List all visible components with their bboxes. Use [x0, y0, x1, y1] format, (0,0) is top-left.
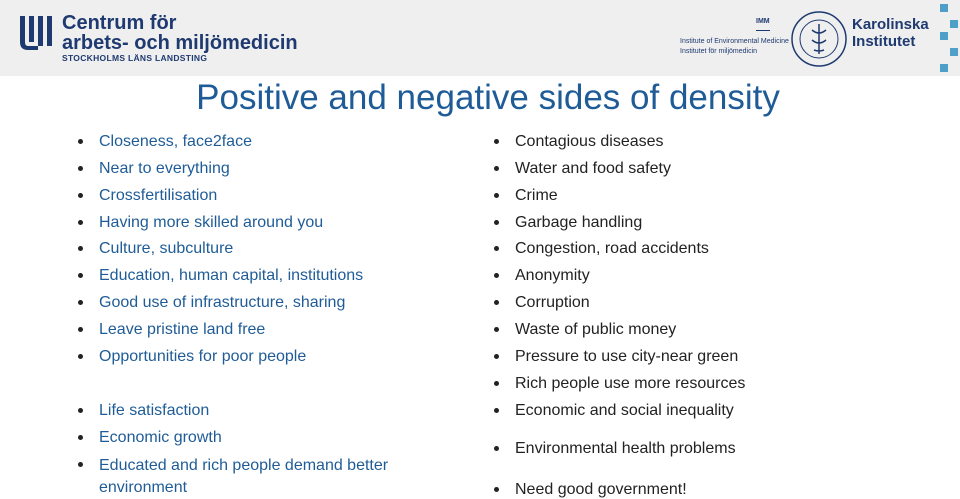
list-item — [99, 347, 306, 366]
cafm-logo-icon — [18, 14, 58, 52]
list-item — [515, 239, 709, 258]
bullet-icon — [494, 139, 499, 144]
bullet-icon — [494, 300, 499, 305]
bullet-icon — [78, 435, 83, 440]
list-item-text: Near to everything — [99, 160, 230, 177]
ki-name — [852, 16, 929, 50]
square-mark — [950, 48, 958, 56]
decorative-squares — [936, 2, 958, 74]
list-item-text: Need good government! — [515, 481, 687, 498]
square-mark — [940, 32, 948, 40]
slide-title — [0, 78, 960, 118]
list-item-text: Leave pristine land free — [99, 321, 266, 338]
list-item-text: Crime — [515, 187, 558, 204]
list-item — [99, 132, 252, 151]
list-item — [515, 213, 642, 232]
imm-line1: Institute of Environmental Medicine — [680, 38, 789, 45]
list-item-text: Having more skilled around you — [99, 214, 324, 231]
bullet-icon — [78, 462, 83, 467]
list-item — [99, 213, 323, 232]
bullet-icon — [494, 446, 499, 451]
list-item — [515, 320, 676, 339]
header-bar — [0, 0, 960, 76]
bullet-icon — [78, 300, 83, 305]
imm-line2: Institutet för miljömedicin — [680, 48, 758, 55]
ki-name-line1: Karolinska — [852, 16, 929, 33]
list-item-text: Education, human capital, institutions — [99, 267, 364, 284]
bullet-icon — [494, 166, 499, 171]
bullet-icon — [494, 193, 499, 198]
cafm-name — [62, 13, 298, 53]
cafm-subtitle: STOCKHOLMS LÄNS LANDSTING — [62, 53, 208, 63]
list-item — [515, 159, 671, 178]
list-item — [99, 159, 230, 178]
list-item-text: Waste of public money — [515, 321, 677, 338]
slide-title-text: Positive and negative sides of density — [196, 78, 780, 117]
bullet-icon — [78, 220, 83, 225]
list-item — [515, 374, 745, 393]
list-item-text: Good use of infrastructure, sharing — [99, 294, 346, 311]
bullet-icon — [78, 327, 83, 332]
list-item-text: Economic growth — [99, 429, 222, 446]
ki-seal-icon — [790, 10, 848, 68]
bullet-icon — [494, 381, 499, 386]
list-item — [99, 266, 363, 285]
list-item — [99, 428, 222, 447]
bullet-icon — [78, 166, 83, 171]
list-item — [515, 480, 687, 499]
bullet-icon — [78, 354, 83, 359]
list-item-text: Rich people use more resources — [515, 375, 746, 392]
list-item-text: Economic and social inequality — [515, 402, 734, 419]
list-item — [515, 347, 738, 366]
bullet-icon — [78, 273, 83, 278]
list-item-text: Contagious diseases — [515, 133, 664, 150]
ki-name-line2: Institutet — [852, 33, 916, 50]
list-item-text: Corruption — [515, 294, 590, 311]
list-item-text: Garbage handling — [515, 214, 643, 231]
imm-divider — [756, 30, 770, 31]
square-mark — [950, 20, 958, 28]
list-item-text: Pressure to use city-near green — [515, 348, 739, 365]
imm-abbr: IMM — [756, 18, 770, 25]
list-item — [515, 266, 590, 285]
list-item — [99, 186, 217, 205]
bullet-icon — [494, 246, 499, 251]
list-item-text: Congestion, road accidents — [515, 240, 709, 257]
bullet-icon — [494, 220, 499, 225]
square-mark — [940, 4, 948, 12]
list-item-text: Environmental health problems — [515, 440, 736, 457]
list-item-text: Water and food safety — [515, 160, 671, 177]
list-item — [515, 401, 734, 420]
list-item — [515, 186, 558, 205]
bullet-icon — [78, 139, 83, 144]
cafm-name-line2: arbets- och miljömedicin — [62, 32, 298, 54]
list-item-text: Life satisfaction — [99, 402, 210, 419]
list-item — [515, 132, 664, 151]
list-item-text: Opportunities for poor people — [99, 348, 307, 365]
list-item — [99, 239, 233, 258]
list-item — [99, 455, 419, 499]
bullet-icon — [494, 408, 499, 413]
bullet-icon — [494, 354, 499, 359]
list-item-text: Educated and rich people demand better environment — [99, 457, 389, 496]
list-item-text: Closeness, face2face — [99, 133, 252, 150]
list-item — [515, 293, 590, 312]
list-item — [515, 439, 736, 458]
bullet-icon — [494, 273, 499, 278]
square-mark — [940, 64, 948, 72]
list-item — [99, 401, 209, 420]
bullet-icon — [494, 487, 499, 492]
bullet-icon — [78, 246, 83, 251]
list-item-text: Culture, subculture — [99, 240, 234, 257]
bullet-icon — [78, 408, 83, 413]
bullet-icon — [494, 327, 499, 332]
cafm-name-line1: Centrum för — [62, 12, 177, 34]
bullet-icon — [78, 193, 83, 198]
list-item — [99, 293, 345, 312]
list-item-text: Crossfertilisation — [99, 187, 218, 204]
list-item-text: Anonymity — [515, 267, 590, 284]
list-item — [99, 320, 265, 339]
